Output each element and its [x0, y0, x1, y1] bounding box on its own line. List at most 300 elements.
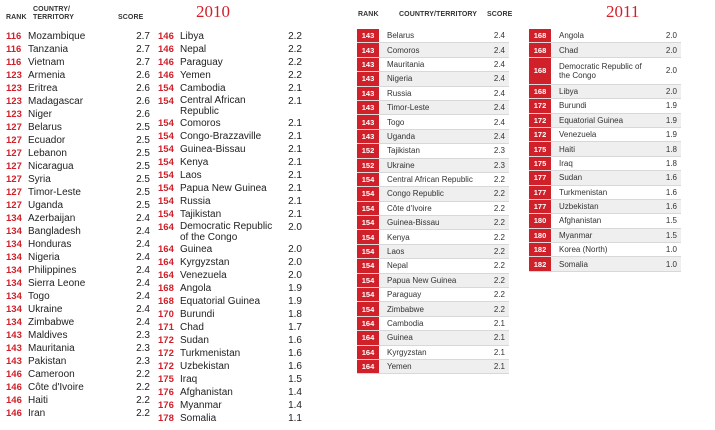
rank-cell: 154	[357, 302, 379, 315]
table-row	[6, 238, 150, 251]
table-row	[357, 173, 509, 187]
rank-cell: 143	[6, 330, 22, 341]
table-row	[357, 72, 509, 86]
score-cell: 2.1	[288, 183, 302, 194]
country-cell: Guinea	[387, 333, 413, 343]
score-cell: 1.9	[665, 115, 677, 125]
table-row	[357, 130, 509, 144]
rank-cell: 143	[357, 115, 379, 128]
table-row	[158, 399, 302, 412]
country-cell: Lebanon	[28, 148, 67, 159]
rank-cell: 176	[158, 387, 174, 398]
score-cell: 2.2	[136, 408, 150, 419]
rank-cell: 177	[529, 171, 551, 184]
rank-cell: 164	[158, 222, 174, 233]
country-cell: Comoros	[180, 118, 221, 129]
table-row	[357, 317, 509, 331]
table-row	[158, 321, 302, 334]
table-row	[158, 243, 302, 256]
rank-cell: 127	[6, 174, 22, 185]
country-cell: Timor-Leste	[28, 187, 81, 198]
score-cell: 1.0	[665, 245, 677, 255]
table-row	[357, 29, 509, 43]
country-cell: Iraq	[559, 158, 573, 168]
rank-cell: 134	[6, 278, 22, 289]
table-row	[158, 56, 302, 69]
country-cell: Zimbabwe	[28, 317, 75, 328]
table-row	[357, 331, 509, 345]
rank-cell: 146	[6, 369, 22, 380]
country-cell: Paraguay	[387, 290, 422, 300]
table-row	[529, 214, 681, 228]
table-row	[357, 360, 509, 374]
country-cell: Côte d'Ivoire	[387, 203, 432, 213]
table-row	[6, 394, 150, 407]
rank-cell: 154	[158, 209, 174, 220]
rank-cell: 164	[357, 331, 379, 344]
score-cell: 2.2	[493, 175, 505, 185]
rank-cell: 154	[357, 173, 379, 186]
country-cell: Laos	[180, 170, 202, 181]
country-cell: Democratic Republic of the Congo	[180, 221, 273, 243]
score-cell: 2.2	[136, 382, 150, 393]
table-row	[158, 269, 302, 282]
table-row	[357, 187, 509, 201]
rank-cell: 143	[6, 343, 22, 354]
rank-cell: 152	[357, 159, 379, 172]
score-cell: 2.0	[665, 66, 677, 76]
score-cell: 2.7	[136, 44, 150, 55]
rank-cell: 180	[529, 229, 551, 242]
table-row	[158, 156, 302, 169]
table-row	[529, 243, 681, 257]
score-cell: 1.8	[665, 158, 677, 168]
rank-cell: 134	[6, 239, 22, 250]
country-cell: Tanzania	[28, 44, 69, 55]
country-cell: Tajikistan	[387, 146, 420, 156]
table-row	[6, 108, 150, 121]
score-cell: 2.2	[136, 369, 150, 380]
rank-cell: 146	[6, 395, 22, 406]
score-cell: 1.6	[288, 361, 302, 372]
country-cell: Myanmar	[559, 230, 593, 240]
score-cell: 2.1	[288, 131, 302, 142]
country-cell: Haiti	[559, 144, 576, 154]
rank-cell: 143	[6, 356, 22, 367]
table-row	[158, 347, 302, 360]
country-cell: Sudan	[559, 173, 583, 183]
score-cell: 2.1	[493, 347, 505, 357]
country-cell: Afghanistan	[559, 216, 602, 226]
rank-cell: 154	[158, 183, 174, 194]
table-row	[6, 160, 150, 173]
score-cell: 2.6	[136, 109, 150, 120]
score-cell: 2.1	[288, 118, 302, 129]
country-cell: Cambodia	[387, 319, 424, 328]
score-cell: 1.6	[665, 187, 677, 197]
table-row	[158, 282, 302, 295]
rank-cell: 146	[6, 408, 22, 419]
rank-cell: 154	[158, 170, 174, 181]
score-cell: 2.0	[288, 257, 302, 268]
rank-cell: 154	[158, 131, 174, 142]
country-cell: Uganda	[28, 200, 64, 211]
table-row	[357, 58, 509, 72]
country-cell: Equatorial Guinea	[180, 296, 261, 307]
table-row	[6, 225, 150, 238]
rank-cell: 180	[529, 214, 551, 227]
score-cell: 1.4	[288, 387, 302, 398]
rank-cell: 143	[357, 58, 379, 71]
table-row	[357, 274, 509, 288]
score-cell: 2.1	[288, 83, 302, 94]
rank-cell: 154	[158, 157, 174, 168]
score-cell: 2.1	[288, 170, 302, 181]
country-cell: Paraguay	[180, 57, 223, 68]
table-row	[529, 85, 681, 99]
score-cell: 2.1	[288, 144, 302, 155]
score-cell: 2.6	[136, 70, 150, 81]
table-row	[6, 186, 150, 199]
country-cell: Turkmenistan	[559, 187, 608, 197]
rank-cell: 172	[158, 348, 174, 359]
rank-cell: 172	[158, 361, 174, 372]
score-cell: 2.4	[136, 278, 150, 289]
table-row	[357, 230, 509, 244]
rank-cell: 123	[6, 96, 22, 107]
rank-cell: 123	[6, 109, 22, 120]
rank-cell: 127	[6, 148, 22, 159]
score-cell: 1.6	[665, 173, 677, 183]
table-row	[529, 114, 681, 128]
table-row	[357, 144, 509, 158]
score-cell: 2.4	[136, 239, 150, 250]
rank-cell: 123	[6, 83, 22, 94]
rank-cell: 134	[6, 304, 22, 315]
score-cell: 2.2	[288, 31, 302, 42]
rank-cell: 127	[6, 122, 22, 133]
score-cell: 2.5	[136, 200, 150, 211]
rank-cell: 127	[6, 200, 22, 211]
score-cell: 2.5	[136, 148, 150, 159]
score-cell: 2.4	[493, 88, 505, 98]
score-cell: 1.5	[665, 216, 677, 226]
country-cell: Mauritania	[28, 343, 75, 354]
table-row	[6, 134, 150, 147]
rank-cell: 154	[357, 187, 379, 200]
rank-cell: 164	[357, 360, 379, 373]
score-cell: 2.1	[493, 333, 505, 343]
score-cell: 1.9	[288, 296, 302, 307]
table-row	[529, 229, 681, 243]
score-cell: 2.2	[493, 232, 505, 242]
rank-cell: 176	[158, 400, 174, 411]
country-cell: Equatorial Guinea	[559, 115, 624, 125]
table-row	[6, 251, 150, 264]
score-cell: 2.4	[493, 59, 505, 69]
table-row	[158, 30, 302, 43]
score-cell: 2.2	[493, 247, 505, 257]
rank-cell: 164	[158, 270, 174, 281]
country-cell: Niger	[28, 109, 52, 120]
score-cell: 2.5	[136, 122, 150, 133]
country-cell: Kyrgyzstan	[387, 347, 427, 357]
table-row	[357, 288, 509, 302]
country-cell: Nepal	[387, 261, 408, 271]
country-cell: Libya	[180, 31, 204, 42]
table-row	[158, 182, 302, 195]
rank-cell: 143	[357, 29, 379, 42]
country-cell: Nepal	[180, 44, 207, 55]
score-cell: 2.5	[136, 174, 150, 185]
country-cell: Chad	[559, 45, 579, 55]
country-cell: Somalia	[559, 259, 588, 269]
score-cell: 1.5	[288, 374, 302, 385]
country-cell: Vietnam	[28, 57, 65, 68]
table-row	[6, 95, 150, 108]
country-cell: Mozambique	[28, 31, 86, 42]
score-cell: 2.3	[136, 330, 150, 341]
rank-cell: 154	[357, 202, 379, 215]
score-cell: 2.4	[136, 213, 150, 224]
table-row	[357, 43, 509, 57]
country-cell: Congo Republic	[387, 189, 444, 199]
table-row	[529, 43, 681, 57]
rank-cell: 168	[529, 58, 551, 84]
country-cell: Iraq	[180, 374, 198, 385]
score-cell: 2.1	[493, 362, 505, 372]
table-row	[158, 143, 302, 156]
rank-cell: 146	[158, 57, 174, 68]
rank-cell: 134	[6, 213, 22, 224]
table-row	[6, 381, 150, 394]
table-row	[6, 173, 150, 186]
rank-cell: 146	[6, 382, 22, 393]
table-row	[158, 69, 302, 82]
country-cell: Papua New Guinea	[180, 183, 267, 194]
rank-cell: 146	[158, 70, 174, 81]
rank-cell: 171	[158, 322, 174, 333]
rank-cell: 182	[529, 243, 551, 256]
table-row	[6, 368, 150, 381]
country-cell: Burundi	[180, 309, 215, 320]
country-cell: Congo-Brazzaville	[180, 131, 262, 142]
score-cell: 2.2	[493, 275, 505, 285]
table-row	[6, 82, 150, 95]
year-2010-title: 2010	[196, 2, 230, 21]
rank-cell: 154	[158, 83, 174, 94]
score-cell: 1.8	[665, 144, 677, 154]
score-cell: 1.8	[288, 309, 302, 320]
rank-cell: 168	[158, 296, 174, 307]
score-cell: 2.5	[136, 161, 150, 172]
table-row	[158, 43, 302, 56]
table-row	[529, 186, 681, 200]
score-cell: 2.2	[493, 218, 505, 228]
table-row	[6, 290, 150, 303]
rank-cell: 175	[158, 374, 174, 385]
rank-header-2011: RANK	[358, 11, 379, 18]
table-2011-col-a	[357, 29, 509, 374]
table-row	[529, 142, 681, 156]
country-cell: Ukraine	[387, 160, 415, 170]
country-cell: Armenia	[28, 70, 66, 81]
country-cell: Turkmenistan	[180, 348, 241, 359]
country-cell: Timor-Leste	[387, 103, 430, 113]
table-row	[6, 212, 150, 225]
score-cell: 2.2	[288, 44, 302, 55]
score-cell: 2.2	[288, 57, 302, 68]
score-cell: 2.4	[136, 265, 150, 276]
country-cell: Democratic Republic of the Congo	[559, 61, 642, 80]
rank-cell: 178	[158, 413, 174, 424]
score-cell: 2.2	[288, 70, 302, 81]
table-row	[357, 346, 509, 360]
country-header-2010: COUNTRY/ TERRITORY	[33, 6, 74, 21]
table-row	[6, 30, 150, 43]
rank-cell: 154	[158, 196, 174, 207]
score-cell: 2.6	[136, 83, 150, 94]
score-cell: 2.7	[136, 31, 150, 42]
score-cell: 1.9	[288, 283, 302, 294]
country-header-2011: COUNTRY/TERRITORY	[399, 11, 478, 18]
score-cell: 1.1	[288, 413, 302, 424]
table-row	[529, 200, 681, 214]
table-row	[6, 303, 150, 316]
score-cell: 1.9	[665, 101, 677, 111]
table-row	[158, 195, 302, 208]
rank-cell: 172	[529, 128, 551, 141]
rank-cell: 164	[158, 244, 174, 255]
country-cell: Azerbaijan	[28, 213, 76, 224]
country-cell: Sierra Leone	[28, 278, 86, 289]
table-row	[357, 259, 509, 273]
score-cell: 1.6	[665, 202, 677, 212]
table-row	[158, 386, 302, 399]
score-cell: 2.2	[493, 261, 505, 271]
country-cell: Russia	[387, 88, 412, 98]
country-cell: Sudan	[180, 335, 209, 346]
table-2010-col-a	[6, 30, 150, 420]
country-cell: Philippines	[28, 265, 77, 276]
country-cell: Guinea-Bissau	[387, 218, 440, 228]
country-cell: Madagascar	[28, 96, 84, 107]
rank-cell: 134	[6, 226, 22, 237]
table-row	[529, 171, 681, 185]
country-cell: Korea (North)	[559, 245, 608, 255]
table-row	[357, 202, 509, 216]
rank-cell: 146	[158, 31, 174, 42]
table-row	[158, 334, 302, 347]
score-cell: 2.0	[288, 270, 302, 281]
table-row	[158, 130, 302, 143]
country-cell: Ecuador	[28, 135, 66, 146]
rank-cell: 172	[158, 335, 174, 346]
country-cell: Maldives	[28, 330, 68, 341]
country-cell: Myanmar	[180, 400, 222, 411]
table-row	[357, 245, 509, 259]
country-cell: Central African Republic	[387, 175, 473, 185]
table-row	[158, 412, 302, 425]
table-row	[529, 29, 681, 43]
score-cell: 2.4	[493, 74, 505, 84]
table-row	[158, 117, 302, 130]
rank-cell: 175	[529, 157, 551, 170]
country-cell: Kenya	[180, 157, 209, 168]
country-cell: Kyrgyzstan	[180, 257, 230, 268]
rank-cell: 175	[529, 142, 551, 155]
table-2011-col-b	[529, 29, 681, 272]
score-cell: 2.4	[136, 291, 150, 302]
rank-cell: 154	[357, 259, 379, 272]
country-cell: Chad	[180, 322, 204, 333]
table-row	[529, 58, 681, 85]
country-cell: Nigeria	[28, 252, 60, 263]
score-cell: 1.0	[665, 259, 677, 269]
country-cell: Bangladesh	[28, 226, 81, 237]
table-2010-col-b	[158, 30, 302, 425]
country-cell: Cameroon	[28, 369, 75, 380]
score-cell: 2.4	[493, 117, 505, 127]
rank-cell: 143	[357, 87, 379, 100]
score-cell: 1.5	[665, 230, 677, 240]
country-cell: Angola	[180, 283, 212, 294]
country-cell: Eritrea	[28, 83, 58, 94]
rank-cell: 143	[357, 72, 379, 85]
country-cell: Venezuela	[559, 130, 597, 140]
rank-cell: 146	[158, 44, 174, 55]
score-cell: 2.0	[665, 86, 677, 96]
rank-cell: 134	[6, 317, 22, 328]
table-row	[6, 69, 150, 82]
score-cell: 2.0	[288, 244, 302, 255]
country-cell: Belarus	[28, 122, 62, 133]
table-row	[357, 216, 509, 230]
rank-cell: 127	[6, 161, 22, 172]
rank-cell: 154	[158, 96, 174, 107]
table-row	[158, 308, 302, 321]
score-cell: 2.2	[493, 203, 505, 213]
country-cell: Nicaragua	[28, 161, 74, 172]
score-cell: 2.3	[493, 160, 505, 170]
country-cell: Uzbekistan	[180, 361, 230, 372]
table-row	[357, 159, 509, 173]
country-cell: Côte d'Ivoire	[28, 382, 84, 393]
rank-cell: 154	[357, 288, 379, 301]
rank-cell: 168	[158, 283, 174, 294]
table-row	[158, 82, 302, 95]
table-row	[357, 87, 509, 101]
rank-cell: 154	[357, 274, 379, 287]
rank-cell: 116	[6, 44, 22, 55]
country-cell: Guinea	[180, 244, 213, 255]
table-row	[6, 147, 150, 160]
score-cell: 2.1	[288, 96, 302, 107]
rank-cell: 123	[6, 70, 22, 81]
table-row	[6, 121, 150, 134]
table-row	[529, 128, 681, 142]
rank-cell: 116	[6, 57, 22, 68]
country-cell: Mauritania	[387, 59, 425, 69]
table-row	[6, 277, 150, 290]
rank-cell: 168	[529, 29, 551, 42]
table-row	[158, 169, 302, 182]
table-row	[6, 355, 150, 368]
country-cell: Uganda	[387, 131, 416, 141]
table-row	[6, 43, 150, 56]
rank-cell: 134	[6, 252, 22, 263]
country-cell: Angola	[559, 31, 584, 41]
